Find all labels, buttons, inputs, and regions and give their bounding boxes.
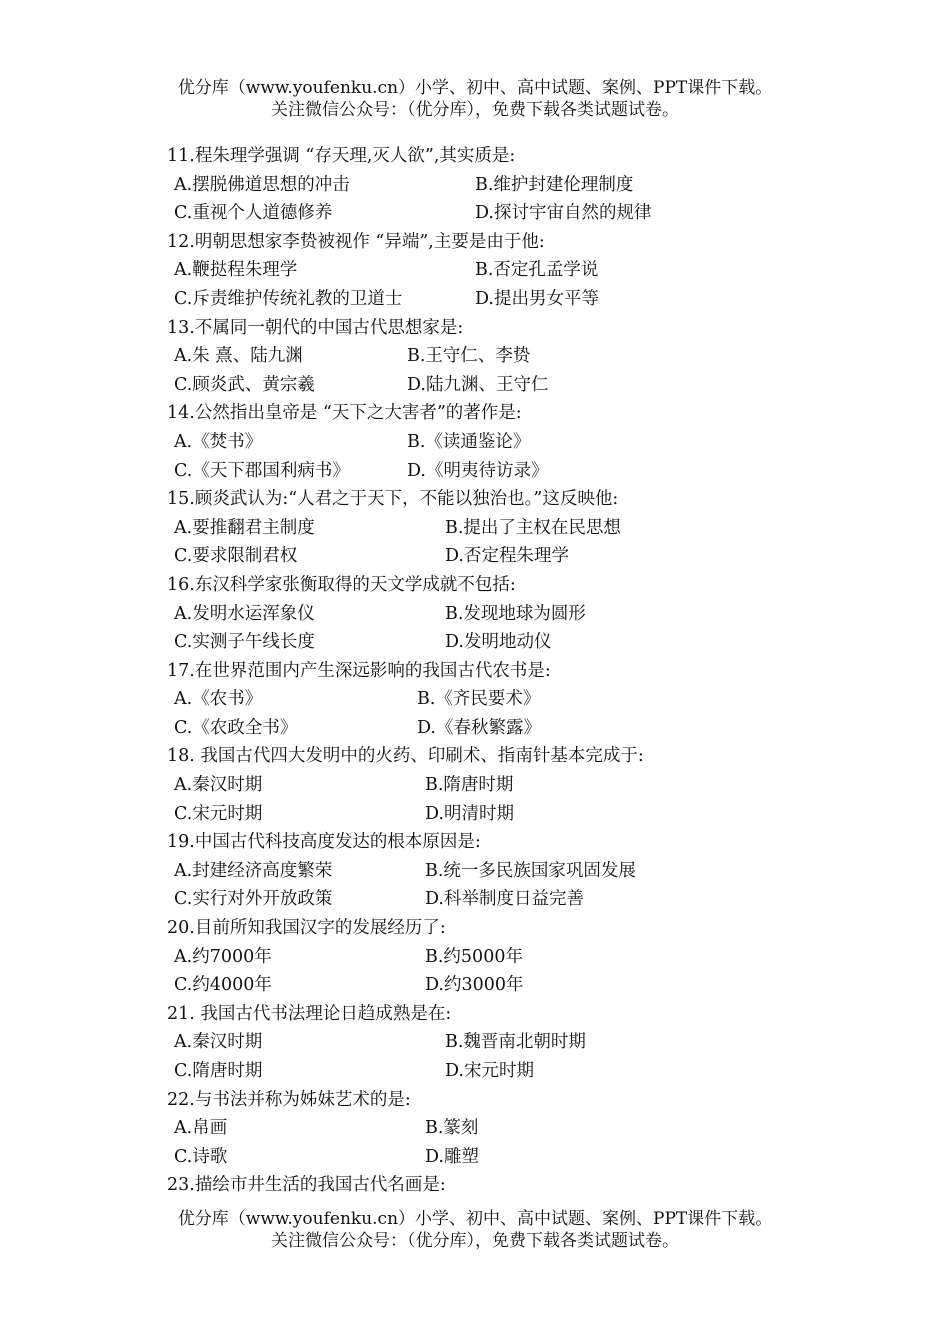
option-b: B.隋唐时期: [425, 775, 514, 796]
option-d: D.《春秋繁露》: [417, 717, 541, 738]
option-d: D.探讨宇宙自然的规律: [475, 203, 652, 224]
option-row: [167, 885, 867, 914]
option-a: A.约7000年: [174, 946, 272, 967]
question-stem: 15.顾炎武认为:“人君之于天下，不能以独治也。”这反映他:: [167, 489, 619, 510]
question-stem: 22.与书法并称为姊妹艺术的是:: [167, 1089, 411, 1110]
header-line-1: 优分库（www.youfenku.cn）小学、初中、高中试题、案例、PPT课件下载。: [177, 78, 773, 98]
option-b: B.提出了主权在民思想: [445, 517, 621, 538]
option-row: [167, 542, 867, 571]
option-b: B.王守仁、李贽: [407, 346, 531, 367]
question-list: [167, 142, 867, 1200]
option-b: B.维护封建伦理制度: [475, 174, 634, 195]
option-b: B.篆刻: [425, 1118, 479, 1139]
question-stem: 11.程朱理学强调 “存天理,灭人欲”,其实质是:: [167, 146, 516, 166]
option-c: C.顾炎武、黄宗羲: [174, 374, 315, 395]
option-c: C.实行对外开放政策: [174, 889, 333, 910]
option-d: D.陆九渊、王守仁: [407, 374, 549, 395]
option-d: D.明清时期: [425, 803, 514, 824]
option-row: [167, 600, 867, 629]
option-row: [167, 685, 867, 714]
header-line-2: 关注微信公众号：（优分库），免费下载各类试题试卷。: [271, 100, 679, 120]
option-a: A.秦汉时期: [174, 1032, 263, 1053]
question-stem: 19.中国古代科技高度发达的根本原因是:: [167, 832, 481, 853]
option-a: A.秦汉时期: [174, 775, 263, 796]
option-b: B.统一多民族国家巩固发展: [425, 860, 636, 881]
option-d: D.提出男女平等: [475, 288, 599, 309]
option-row: [167, 285, 867, 314]
option-c: C.约4000年: [174, 975, 272, 996]
question-stem: 21. 我国古代书法理论日趋成熟是在:: [167, 1003, 452, 1024]
option-a: A.封建经济高度繁荣: [174, 860, 333, 881]
option-b: B.《齐民要术》: [417, 689, 541, 710]
option-a: A.朱 熹、陆九渊: [174, 346, 303, 367]
option-row: [167, 714, 867, 743]
footer-line-2: 关注微信公众号：（优分库），免费下载各类试题试卷。: [271, 1231, 679, 1251]
option-a: A.《农书》: [174, 689, 263, 710]
option-a: A.帛画: [174, 1118, 228, 1139]
option-a: A.发明水运浑象仪: [174, 603, 315, 624]
option-d: D.否定程朱理学: [445, 546, 569, 567]
option-row: [167, 342, 867, 371]
page-footer: [0, 1208, 950, 1252]
question-stem: 20.目前所知我国汉字的发展经历了:: [167, 918, 446, 939]
option-c: C.实测子午线长度: [174, 632, 315, 653]
question-stem: 12.明朝思想家李贽被视作 “异端”,主要是由于他:: [167, 231, 545, 252]
option-row: [167, 457, 867, 486]
question-stem: 16.东汉科学家张衡取得的天文学成就不包括:: [167, 574, 516, 595]
option-b: B.否定孔孟学说: [475, 260, 599, 281]
option-a: A.《焚书》: [174, 431, 263, 452]
option-d: D.发明地动仪: [445, 632, 552, 653]
option-row: [167, 371, 867, 400]
option-row: [167, 771, 867, 800]
option-row: [167, 943, 867, 972]
option-b: B.魏晋南北朝时期: [445, 1032, 586, 1053]
option-c: C.《农政全书》: [174, 717, 298, 738]
option-row: [167, 1143, 867, 1172]
option-row: [167, 1114, 867, 1143]
option-c: C.斥责维护传统礼教的卫道士: [174, 288, 403, 309]
option-row: [167, 171, 867, 200]
option-d: D.约3000年: [425, 975, 524, 996]
option-row: [167, 428, 867, 457]
option-row: [167, 256, 867, 285]
question-stem: 14.公然指出皇帝是 “天下之大害者”的著作是:: [167, 403, 522, 424]
option-c: C.隋唐时期: [174, 1061, 263, 1081]
question-stem: 17.在世界范围内产生深远影响的我国古代农书是:: [167, 660, 551, 681]
option-b: B.《读通鉴论》: [407, 431, 531, 452]
question-stem: 23.描绘市井生活的我国古代名画是:: [167, 1175, 446, 1196]
option-c: C.诗歌: [174, 1146, 228, 1167]
option-row: [167, 514, 867, 543]
option-d: D.科举制度日益完善: [425, 889, 584, 910]
option-d: D.宋元时期: [445, 1061, 534, 1081]
option-row: [167, 800, 867, 829]
option-row: [167, 1028, 867, 1057]
option-b: B.约5000年: [425, 946, 523, 967]
option-row: [167, 628, 867, 657]
option-b: B.发现地球为圆形: [445, 603, 586, 624]
option-a: A.要推翻君主制度: [174, 517, 315, 538]
option-row: [167, 857, 867, 886]
option-c: C.重视个人道德修养: [174, 203, 333, 224]
question-stem: 13.不属同一朝代的中国古代思想家是:: [167, 317, 464, 338]
option-row: [167, 971, 867, 1000]
option-a: A.鞭挞程朱理学: [174, 260, 298, 281]
option-c: C.要求限制君权: [174, 546, 298, 567]
option-d: D.雕塑: [425, 1146, 479, 1167]
option-a: A.摆脱佛道思想的冲击: [174, 174, 350, 195]
option-d: D.《明夷待访录》: [407, 460, 549, 481]
option-c: C.宋元时期: [174, 803, 263, 824]
option-c: C.《天下郡国利病书》: [174, 460, 350, 481]
option-row: [167, 1057, 867, 1086]
question-stem: 18. 我国古代四大发明中的火药、印刷术、指南针基本完成于:: [167, 746, 644, 767]
option-row: [167, 199, 867, 228]
page-header: [0, 77, 950, 121]
footer-line-1: 优分库（www.youfenku.cn）小学、初中、高中试题、案例、PPT课件下载。: [177, 1209, 773, 1229]
